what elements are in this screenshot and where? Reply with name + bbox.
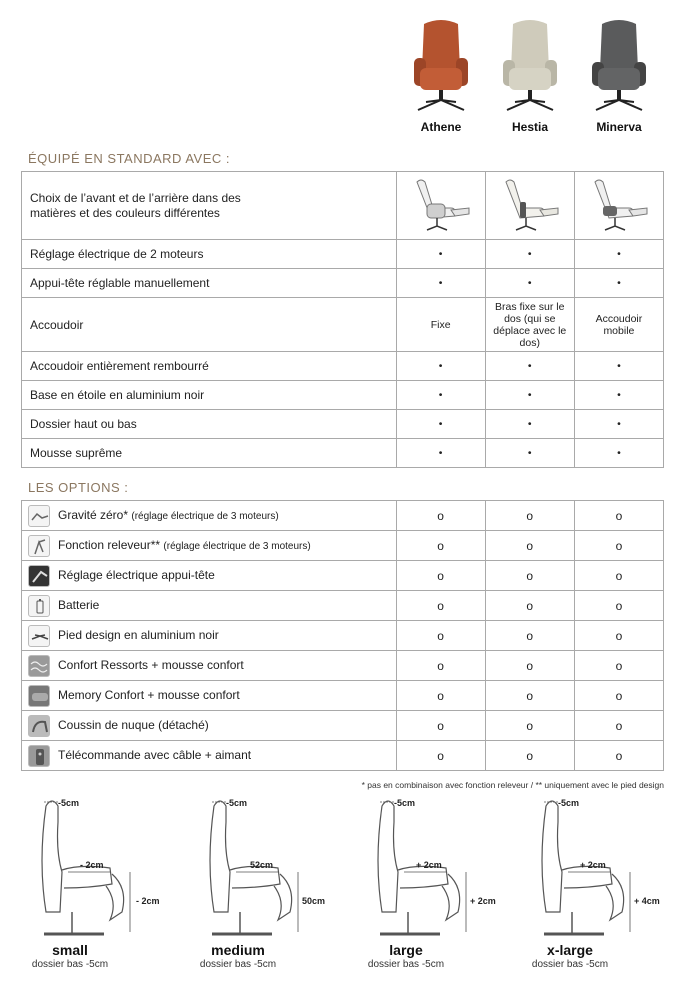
- option-value-cell: o: [574, 531, 663, 561]
- size-diagram-medium: [168, 792, 308, 942]
- option-label: Confort Ressorts + mousse confort: [58, 657, 244, 672]
- row-label: Appui-tête réglable manuellement: [22, 269, 397, 298]
- size-subtitle: dossier bas -5cm: [367, 959, 445, 970]
- option-label-cell: [22, 561, 397, 591]
- model-hestia: [485, 18, 575, 134]
- memory-foam-icon: [28, 685, 50, 707]
- option-value-cell: o: [485, 501, 574, 531]
- option-value-cell: o: [485, 711, 574, 741]
- recline-illustration-icon: [407, 174, 475, 234]
- table-row: [22, 711, 664, 741]
- option-value-cell: o: [396, 621, 485, 651]
- recline-illustration-icon: [496, 174, 564, 234]
- recline-illustration-cell: [396, 172, 485, 240]
- row-label: Accoudoir entièrement rembourré: [22, 352, 397, 381]
- option-value-cell: o: [396, 591, 485, 621]
- option-value-cell: o: [574, 501, 663, 531]
- neck-cushion-icon: [28, 715, 50, 737]
- height-measure: + 4cm: [634, 896, 660, 906]
- table-row: [22, 298, 664, 352]
- height-measure: - 2cm: [136, 896, 160, 906]
- option-label: Fonction releveur**: [58, 537, 161, 552]
- option-value-cell: o: [574, 741, 663, 771]
- value-cell: •: [396, 269, 485, 298]
- options-table: [21, 500, 664, 771]
- model-header: [396, 18, 664, 146]
- top-measure: -5cm: [394, 798, 416, 808]
- height-measure: 50cm: [302, 896, 326, 906]
- row-label: Réglage électrique de 2 moteurs: [22, 240, 397, 269]
- value-cell: •: [574, 410, 663, 439]
- table-row: [22, 352, 664, 381]
- recline-illustration-cell: [485, 172, 574, 240]
- size-subtitle: dossier bas -5cm: [31, 959, 109, 970]
- model-athene: [396, 18, 486, 134]
- size-x-large: [500, 792, 660, 970]
- top-measure: -5cm: [58, 798, 80, 808]
- value-cell: •: [574, 381, 663, 410]
- option-value-cell: o: [574, 681, 663, 711]
- row-label: Base en étoile en aluminium noir: [22, 381, 397, 410]
- option-label-cell: [22, 651, 397, 681]
- top-measure: -5cm: [558, 798, 580, 808]
- size-subtitle: dossier bas -5cm: [531, 959, 609, 970]
- option-label: Memory Confort + mousse confort: [58, 687, 240, 702]
- size-medium: [168, 792, 326, 970]
- option-value-cell: o: [396, 651, 485, 681]
- option-value-cell: o: [396, 531, 485, 561]
- design-foot-icon: [28, 625, 50, 647]
- option-label-cell: [22, 531, 397, 561]
- row-label: Choix de l’avant et de l’arrière dans des matières et des couleurs différentes: [22, 172, 397, 240]
- value-cell: •: [574, 439, 663, 468]
- row-label: Accoudoir: [22, 298, 397, 352]
- option-label-cell: [22, 501, 397, 531]
- table-row: [22, 591, 664, 621]
- value-cell: •: [574, 269, 663, 298]
- option-value-cell: o: [396, 501, 485, 531]
- size-small: [0, 792, 160, 970]
- option-value-cell: o: [485, 741, 574, 771]
- size-name: large: [389, 942, 423, 958]
- option-value-cell: o: [485, 621, 574, 651]
- size-large: [336, 792, 496, 970]
- option-label-cell: [22, 681, 397, 711]
- table-row: [22, 172, 664, 240]
- option-value-cell: o: [396, 711, 485, 741]
- springs-icon: [28, 655, 50, 677]
- value-cell: •: [396, 410, 485, 439]
- option-label-cell: [22, 711, 397, 741]
- option-value-cell: o: [574, 591, 663, 621]
- remote-control-icon: [28, 745, 50, 767]
- table-row: [22, 651, 664, 681]
- option-label: Batterie: [58, 597, 100, 612]
- value-cell: •: [396, 439, 485, 468]
- standard-section-title: ÉQUIPÉ EN STANDARD AVEC :: [28, 151, 231, 166]
- model-name: Hestia: [511, 120, 549, 134]
- top-measure: -5cm: [226, 798, 248, 808]
- table-row: [22, 410, 664, 439]
- table-row: [22, 741, 664, 771]
- value-cell: •: [485, 240, 574, 269]
- option-value-cell: o: [574, 711, 663, 741]
- model-minerva: [574, 18, 664, 134]
- value-cell: •: [485, 381, 574, 410]
- table-row: [22, 561, 664, 591]
- value-cell: Accoudoir mobile: [574, 298, 663, 352]
- options-section-title: LES OPTIONS :: [28, 480, 129, 495]
- option-value-cell: o: [574, 561, 663, 591]
- option-note: (réglage électrique de 3 moteurs): [163, 540, 311, 552]
- seat-measure: + 2cm: [580, 860, 606, 870]
- table-row: [22, 531, 664, 561]
- seat-measure: 52cm: [250, 860, 274, 870]
- option-note: (réglage électrique de 3 moteurs): [131, 510, 279, 522]
- option-label: Réglage électrique appui-tête: [58, 567, 215, 582]
- model-name: Minerva: [596, 120, 642, 134]
- recline-illustration-cell: [574, 172, 663, 240]
- size-diagram-large: [336, 792, 476, 942]
- value-cell: •: [485, 410, 574, 439]
- height-measure: + 2cm: [470, 896, 496, 906]
- value-cell: Fixe: [396, 298, 485, 352]
- table-row: [22, 621, 664, 651]
- table-row: [22, 439, 664, 468]
- value-cell: Bras fixe sur le dos (qui se déplace avec le dos): [485, 298, 574, 352]
- option-label: Coussin de nuque (détaché): [58, 717, 209, 732]
- option-value-cell: o: [485, 591, 574, 621]
- option-value-cell: o: [396, 681, 485, 711]
- option-value-cell: o: [485, 681, 574, 711]
- table-row: [22, 381, 664, 410]
- option-label: Télécommande avec câble + aimant: [58, 747, 252, 762]
- lift-function-icon: [28, 535, 50, 557]
- row-label: Dossier haut ou bas: [22, 410, 397, 439]
- option-value-cell: o: [574, 621, 663, 651]
- chair-photo-hestia: [495, 18, 565, 114]
- option-value-cell: o: [485, 561, 574, 591]
- option-value-cell: o: [574, 651, 663, 681]
- option-label-cell: [22, 621, 397, 651]
- size-subtitle: dossier bas -5cm: [199, 959, 277, 970]
- size-guide: [0, 792, 686, 982]
- model-name: Athene: [420, 120, 462, 134]
- size-name: small: [52, 942, 88, 958]
- seat-measure: + 2cm: [416, 860, 442, 870]
- chair-photo-athene: [406, 18, 476, 114]
- option-value-cell: o: [396, 561, 485, 591]
- option-label-cell: [22, 741, 397, 771]
- value-cell: •: [485, 352, 574, 381]
- value-cell: •: [396, 352, 485, 381]
- chair-photo-minerva: [584, 18, 654, 114]
- table-row: [22, 681, 664, 711]
- value-cell: •: [485, 269, 574, 298]
- value-cell: •: [574, 352, 663, 381]
- battery-icon: [28, 595, 50, 617]
- value-cell: •: [396, 240, 485, 269]
- value-cell: •: [485, 439, 574, 468]
- value-cell: •: [574, 240, 663, 269]
- option-value-cell: o: [396, 741, 485, 771]
- seat-measure: - 2cm: [80, 860, 104, 870]
- table-row: [22, 501, 664, 531]
- table-row: [22, 240, 664, 269]
- footnote: * pas en combinaison avec fonction releveur / ** uniquement avec le pied design: [361, 780, 664, 790]
- option-label: Pied design en aluminium noir: [58, 627, 219, 642]
- option-label: Gravité zéro*: [58, 507, 129, 522]
- table-row: [22, 269, 664, 298]
- size-name: x-large: [547, 942, 593, 958]
- option-value-cell: o: [485, 651, 574, 681]
- standard-table: [21, 171, 664, 468]
- size-diagram-x-large: [500, 792, 640, 942]
- size-name: medium: [211, 942, 265, 958]
- row-label: Mousse suprême: [22, 439, 397, 468]
- recline-illustration-icon: [585, 174, 653, 234]
- zero-gravity-icon: [28, 505, 50, 527]
- size-diagram-small: [0, 792, 140, 942]
- option-value-cell: o: [485, 531, 574, 561]
- option-label-cell: [22, 591, 397, 621]
- value-cell: •: [396, 381, 485, 410]
- headrest-motor-icon: [28, 565, 50, 587]
